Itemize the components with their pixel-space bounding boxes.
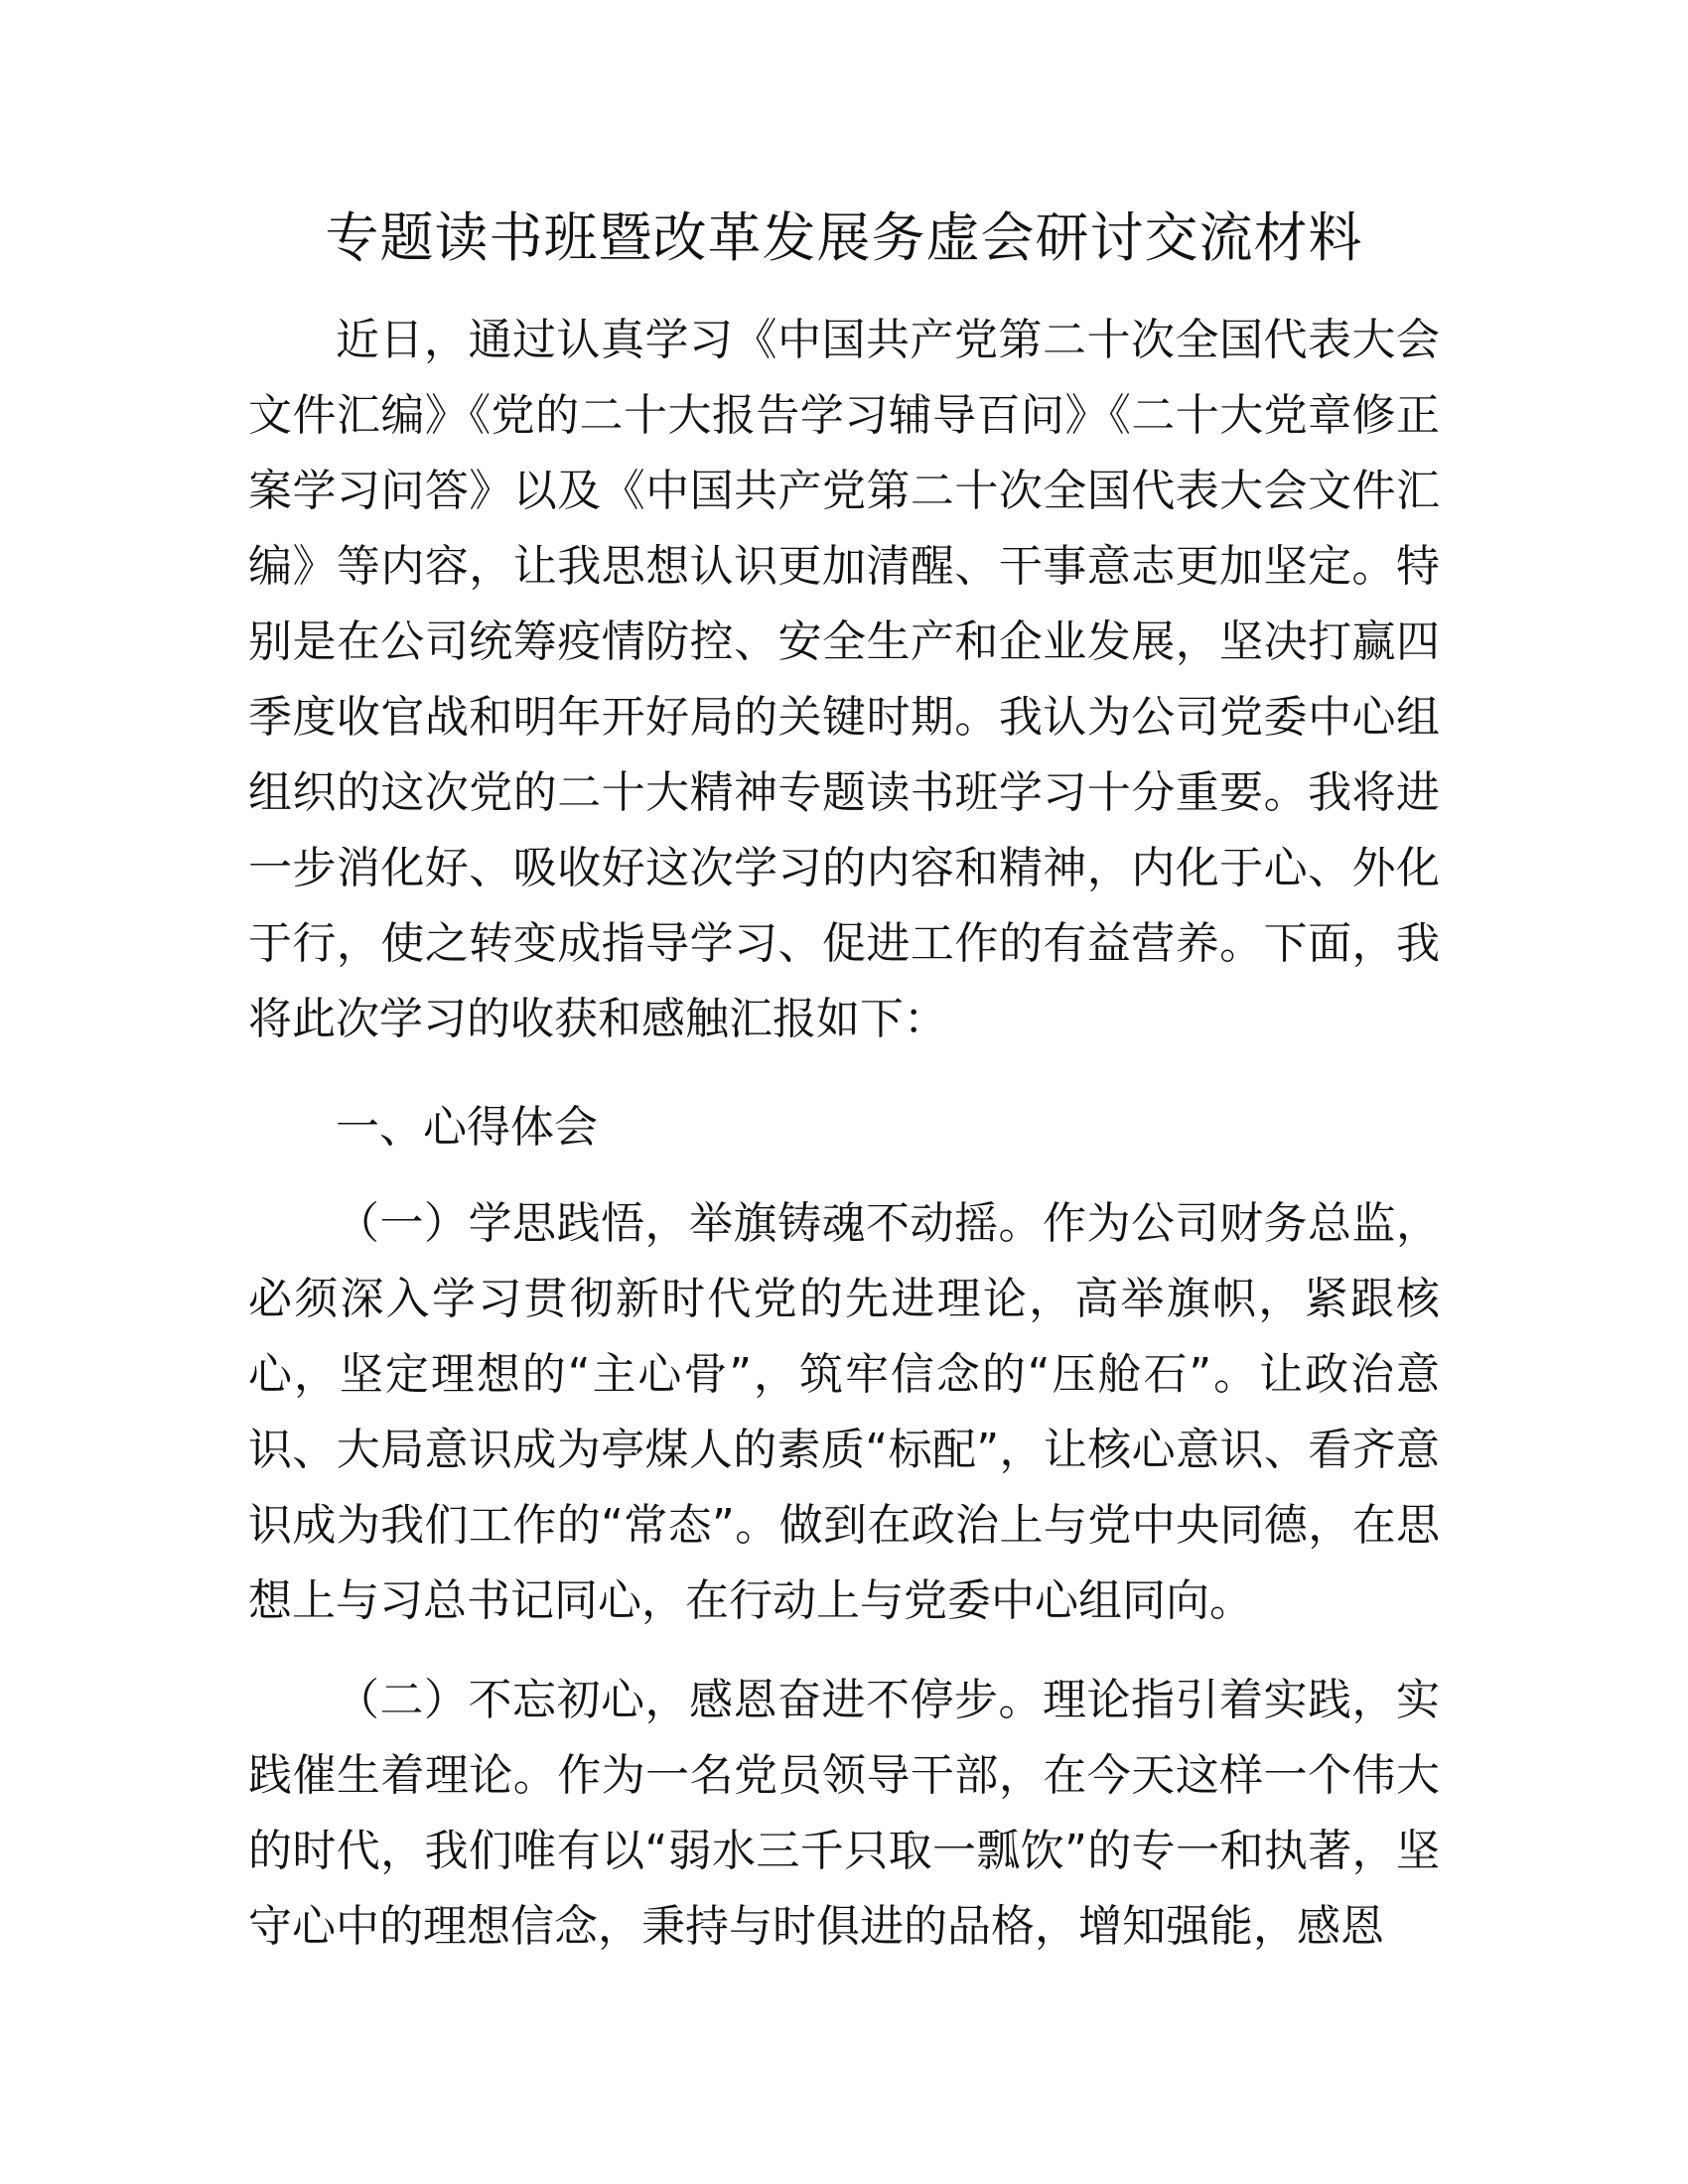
point-one-paragraph: （一）学思践悟，举旗铸魂不动摇。作为公司财务总监，必须深入学习贯彻新时代党的先进理论，高举旗帜，紧跟核心，坚定理想的“主心骨”，筑牢信念的“压舱石”。让政治意识、大局意识成为亭煤人的素质“标配”，让核心意识、看齐意识成为我们工作的“常态”。做到在政治上与党中央同德，在思想上与习总书记同心，在行动上与党委中心组同向。 [248,1198,1440,1626]
intro-paragraph: 近日，通过认真学习《中国共产党第二十次全国代表大会文件汇编》《党的二十大报告学习辅导百问》《二十大党章修正案学习问答》以及《中国共产党第二十次全国代表大会文件汇编》等内容，让我思想认识更加清醒、干事意志更加坚定。特别是在公司统筹疫情防控、安全生产和企业发展，坚决打赢四季度收官战和明年开好局的关键时期。我认为公司党委中心组组织的这次党的二十大精神专题读书班学习十分重要。我将进一步消化好、吸收好这次学习的内容和精神，内化于心、外化于行，使之转变成指导学习、促进工作的有益营养。下面，我将此次学习的收获和感触汇报如下： [248,315,1440,1044]
document-title: 专题读书班暨改革发展务虚会研讨交流材料 [325,206,1363,269]
point-two-paragraph: （二）不忘初心，感恩奋进不停步。理论指引着实践，实践催生着理论。作为一名党员领导干部，在今天这样一个伟大的时代，我们唯有以“弱水三千只取一瓢饮”的专一和执著，坚守心中的理想信念，秉持与时俱进的品格，增知强能，感恩 [248,1675,1440,1952]
section-heading: 一、心得体会 [336,1102,598,1153]
